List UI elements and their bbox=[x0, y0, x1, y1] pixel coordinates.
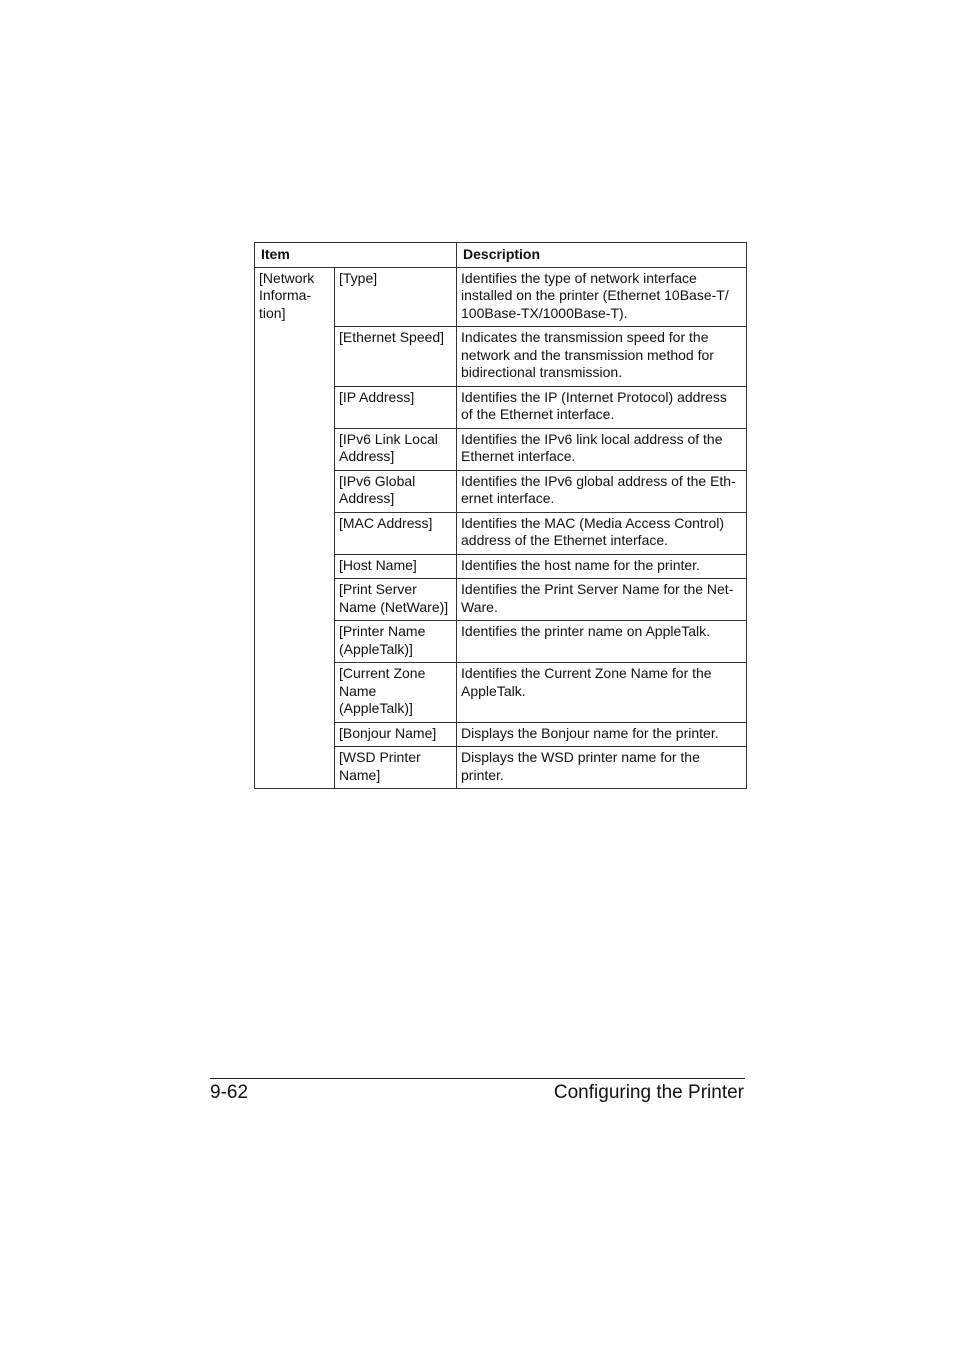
description-cell: Identifies the printer name on AppleTalk. bbox=[457, 621, 747, 663]
page-number: 9-62 bbox=[210, 1082, 249, 1103]
description-cell: Identifies the host name for the printer. bbox=[457, 554, 747, 579]
footer-divider bbox=[210, 1078, 745, 1079]
item-cell: [WSD Printer Name] bbox=[335, 747, 457, 789]
description-cell: Displays the WSD printer name for the printer. bbox=[457, 747, 747, 789]
header-item: Item bbox=[255, 243, 457, 268]
description-cell: Identifies the IPv6 global address of the Eth- ernet interface. bbox=[457, 470, 747, 512]
table-header-row bbox=[255, 243, 747, 268]
description-cell: Identifies the type of network interface installed on the printer (Ethernet 10Base-T/ 100Base-TX/1000Base-T). bbox=[457, 267, 747, 327]
item-cell: [Type] bbox=[335, 267, 457, 327]
item-cell: [Print Server Name (NetWare)] bbox=[335, 579, 457, 621]
description-cell: Identifies the IP (Internet Protocol) address of the Ethernet interface. bbox=[457, 386, 747, 428]
description-cell: Identifies the MAC (Media Access Control) address of the Ethernet interface. bbox=[457, 512, 747, 554]
section-title: Configuring the Printer bbox=[553, 1082, 744, 1103]
item-cell: [Ethernet Speed] bbox=[335, 327, 457, 387]
description-cell: Identifies the IPv6 link local address of the Ethernet interface. bbox=[457, 428, 747, 470]
description-cell: Identifies the Print Server Name for the Net- Ware. bbox=[457, 579, 747, 621]
item-cell: [Host Name] bbox=[335, 554, 457, 579]
header-description: Description bbox=[457, 243, 747, 268]
item-cell: [Bonjour Name] bbox=[335, 722, 457, 747]
item-cell: [IP Address] bbox=[335, 386, 457, 428]
description-cell: Indicates the transmission speed for the network and the transmission method for bidirectional transmission. bbox=[457, 327, 747, 387]
network-information-table bbox=[254, 242, 747, 789]
table-row bbox=[255, 267, 747, 327]
item-cell: [IPv6 Global Address] bbox=[335, 470, 457, 512]
description-cell: Displays the Bonjour name for the printer. bbox=[457, 722, 747, 747]
item-cell: [Printer Name (AppleTalk)] bbox=[335, 621, 457, 663]
group-label-network-information: [Network Informa- tion] bbox=[255, 267, 335, 789]
item-cell: [MAC Address] bbox=[335, 512, 457, 554]
description-cell: Identifies the Current Zone Name for the AppleTalk. bbox=[457, 663, 747, 723]
item-cell: [IPv6 Link Local Address] bbox=[335, 428, 457, 470]
item-cell: [Current Zone Name (AppleTalk)] bbox=[335, 663, 457, 723]
